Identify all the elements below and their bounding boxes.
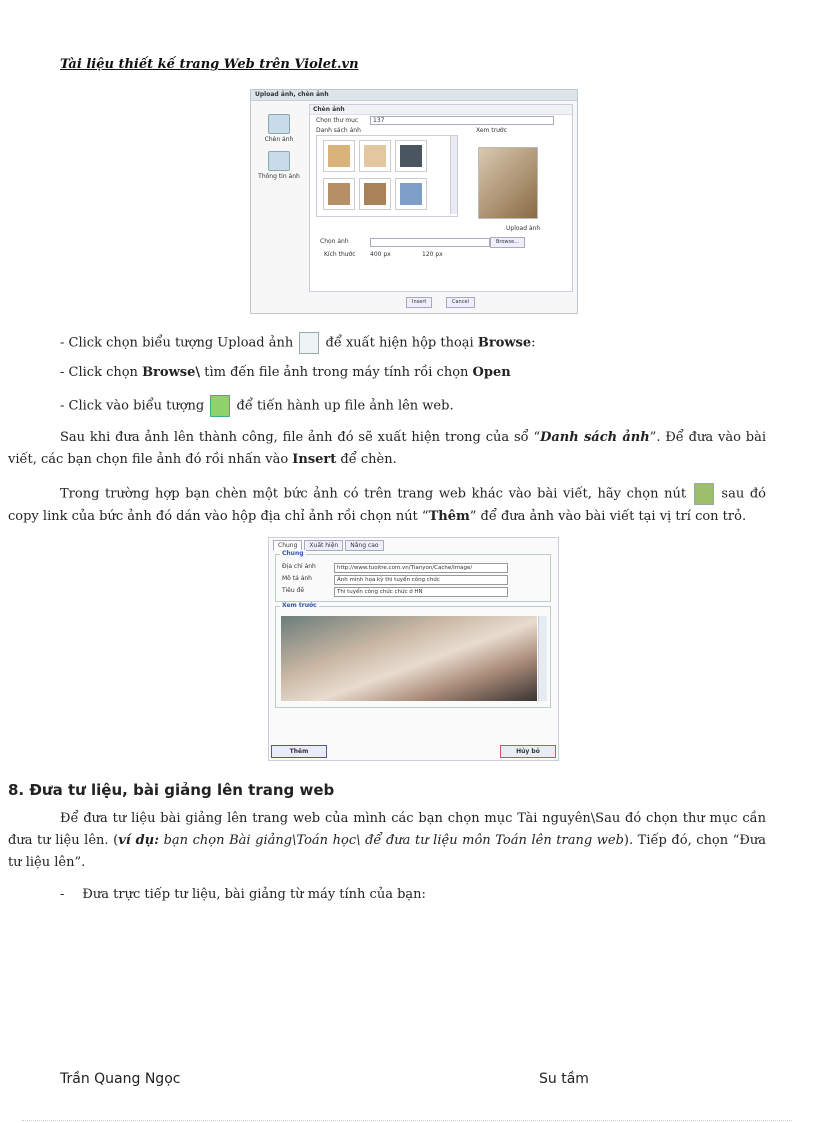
text: Sau khi đưa ảnh lên thành công, file ảnh đó sẽ xuất hiện trong của sổ “ bbox=[60, 430, 541, 445]
paragraph-external-image bbox=[8, 483, 766, 528]
image-description-field: Ảnh minh họa kỳ thi tuyển công chức bbox=[334, 575, 508, 585]
upload-dialog-screenshot bbox=[250, 89, 578, 314]
row-label: Tiêu đề bbox=[282, 587, 305, 594]
image-thumbnail bbox=[323, 178, 355, 210]
scrollbar bbox=[538, 616, 547, 701]
row-label: Địa chỉ ảnh bbox=[282, 563, 316, 570]
tab-advanced: Nâng cao bbox=[345, 540, 383, 551]
image-list bbox=[316, 135, 458, 217]
list-item-direct-upload bbox=[60, 884, 760, 906]
sidebar-item-insert-image bbox=[257, 114, 301, 143]
size-option-400: 400 px bbox=[370, 251, 391, 258]
image-url-field: http://www.tuoitre.com.vn/Tianyon/Cache/Image/ bbox=[334, 563, 508, 573]
play-upload-icon bbox=[210, 395, 230, 417]
dialog-title: Upload ảnh, chèn ảnh bbox=[251, 90, 577, 101]
sidebar-item-label: Thông tin ảnh bbox=[258, 173, 300, 180]
text: Đưa trực tiếp tư liệu, bài giảng từ máy tính của bạn: bbox=[82, 887, 426, 902]
bold-italic-text: ví dụ: bbox=[118, 833, 160, 848]
browse-button: Browse... bbox=[490, 237, 525, 248]
image-properties-screenshot bbox=[268, 537, 559, 761]
image-list-label: Danh sách ảnh bbox=[316, 127, 361, 134]
text: ”. Để đưa vào bài viết, các bạn chọn file ảnh đó rồi nhấn vào bbox=[8, 430, 766, 467]
size-option-120: 120 px bbox=[422, 251, 443, 258]
sidebar-item-label: Chèn ảnh bbox=[264, 136, 294, 143]
upload-icon bbox=[299, 332, 319, 354]
text: - Click chọn biểu tượng Upload ảnh bbox=[60, 335, 298, 351]
add-button: Thêm bbox=[271, 745, 327, 758]
text: sau đó copy link của bức ảnh đó dán vào hộp địa chỉ ảnh rồi chọn nút “ bbox=[8, 486, 766, 524]
image-link-icon bbox=[694, 483, 714, 505]
tab-general: Chung bbox=[273, 540, 302, 551]
paragraph-upload-result bbox=[8, 427, 766, 471]
text: để tiến hành up file ảnh lên web. bbox=[232, 398, 454, 414]
footer-divider bbox=[22, 1120, 792, 1121]
text: : bbox=[531, 335, 536, 351]
size-label: Kích thước bbox=[324, 251, 356, 258]
text: tìm đến file ảnh trong máy tính rồi chọn bbox=[200, 365, 473, 380]
panel-title: Chèn ảnh bbox=[310, 105, 572, 115]
bold-text: Open bbox=[472, 365, 511, 380]
folder-label: Chọn thư mục bbox=[316, 117, 359, 124]
cancel-button: Cancel bbox=[446, 297, 475, 308]
paragraph-step-2 bbox=[60, 362, 780, 384]
insert-button: Insert bbox=[406, 297, 432, 308]
paragraph-step-1 bbox=[60, 332, 780, 355]
footer-author: Trần Quang Ngọc bbox=[60, 1071, 181, 1087]
paragraph-step-3 bbox=[60, 395, 780, 418]
bold-text: Browse bbox=[477, 335, 532, 351]
image-thumbnail bbox=[359, 140, 391, 172]
bullet-dash: - bbox=[60, 887, 65, 902]
insert-image-panel bbox=[309, 104, 573, 292]
bold-text: Browse\ bbox=[142, 365, 201, 380]
folder-select: 137 bbox=[370, 116, 554, 125]
image-thumbnail bbox=[323, 140, 355, 172]
text: ). Tiếp đó, chọn “Đưa tư liệu lên”. bbox=[8, 833, 766, 870]
cancel-button: Hủy bỏ bbox=[500, 745, 556, 758]
group-legend: Chung bbox=[282, 550, 304, 557]
image-title-field: Thi tuyển công chức chức ở HN bbox=[334, 587, 508, 597]
group-legend: Xem trước bbox=[282, 602, 317, 609]
general-group bbox=[275, 550, 551, 602]
bold-text: Thêm bbox=[428, 508, 470, 524]
text: để xuất hiện hộp thoại bbox=[321, 335, 478, 351]
bold-text: Insert bbox=[292, 452, 337, 467]
text: Để đưa tư liệu bài giảng lên trang web của mình các bạn chọn mục Tài nguyên\Sau đó chọn thư mục cần đưa tư liệu lên. ( bbox=[8, 811, 766, 848]
image-thumbnail bbox=[395, 178, 427, 210]
image-thumbnail bbox=[359, 178, 391, 210]
paragraph-upload-materials bbox=[8, 808, 766, 874]
text: ” để đưa ảnh vào bài viết tại vị trí con trỏ. bbox=[469, 508, 747, 524]
choose-image-field bbox=[370, 238, 490, 247]
image-info-icon bbox=[268, 151, 290, 171]
text: để chèn. bbox=[336, 452, 397, 467]
preview-label: Xem trước bbox=[476, 127, 507, 134]
upload-label: Upload ảnh bbox=[506, 225, 541, 232]
scrollbar bbox=[450, 136, 457, 214]
text: Trong trường hợp bạn chèn một bức ảnh có trên trang web khác vào bài viết, hãy chọn nút bbox=[60, 486, 692, 502]
choose-image-label: Chọn ảnh bbox=[320, 238, 349, 245]
image-preview bbox=[478, 147, 538, 219]
dialog-sidebar bbox=[257, 114, 301, 188]
document-header: Tài liệu thiết kế trang Web trên Violet.vn bbox=[60, 57, 359, 72]
preview-photo bbox=[281, 616, 537, 701]
text: - Click chọn bbox=[60, 365, 143, 380]
footer-source: Su tầm bbox=[539, 1071, 589, 1087]
row-label: Mô tả ảnh bbox=[282, 575, 312, 582]
section-heading: 8. Đưa tư liệu, bài giảng lên trang web bbox=[8, 781, 335, 799]
preview-group bbox=[275, 602, 551, 708]
tab-appearance: Xuất hiện bbox=[304, 540, 343, 551]
text: - Click vào biểu tượng bbox=[60, 398, 209, 414]
image-thumbnail bbox=[395, 140, 427, 172]
sidebar-item-image-info bbox=[257, 151, 301, 180]
bold-italic-text: Danh sách ảnh bbox=[540, 430, 650, 445]
italic-text: bạn chọn Bài giảng\Toán học\ để đưa tư liệu môn Toán lên trang web bbox=[159, 833, 624, 848]
image-insert-icon bbox=[268, 114, 290, 134]
